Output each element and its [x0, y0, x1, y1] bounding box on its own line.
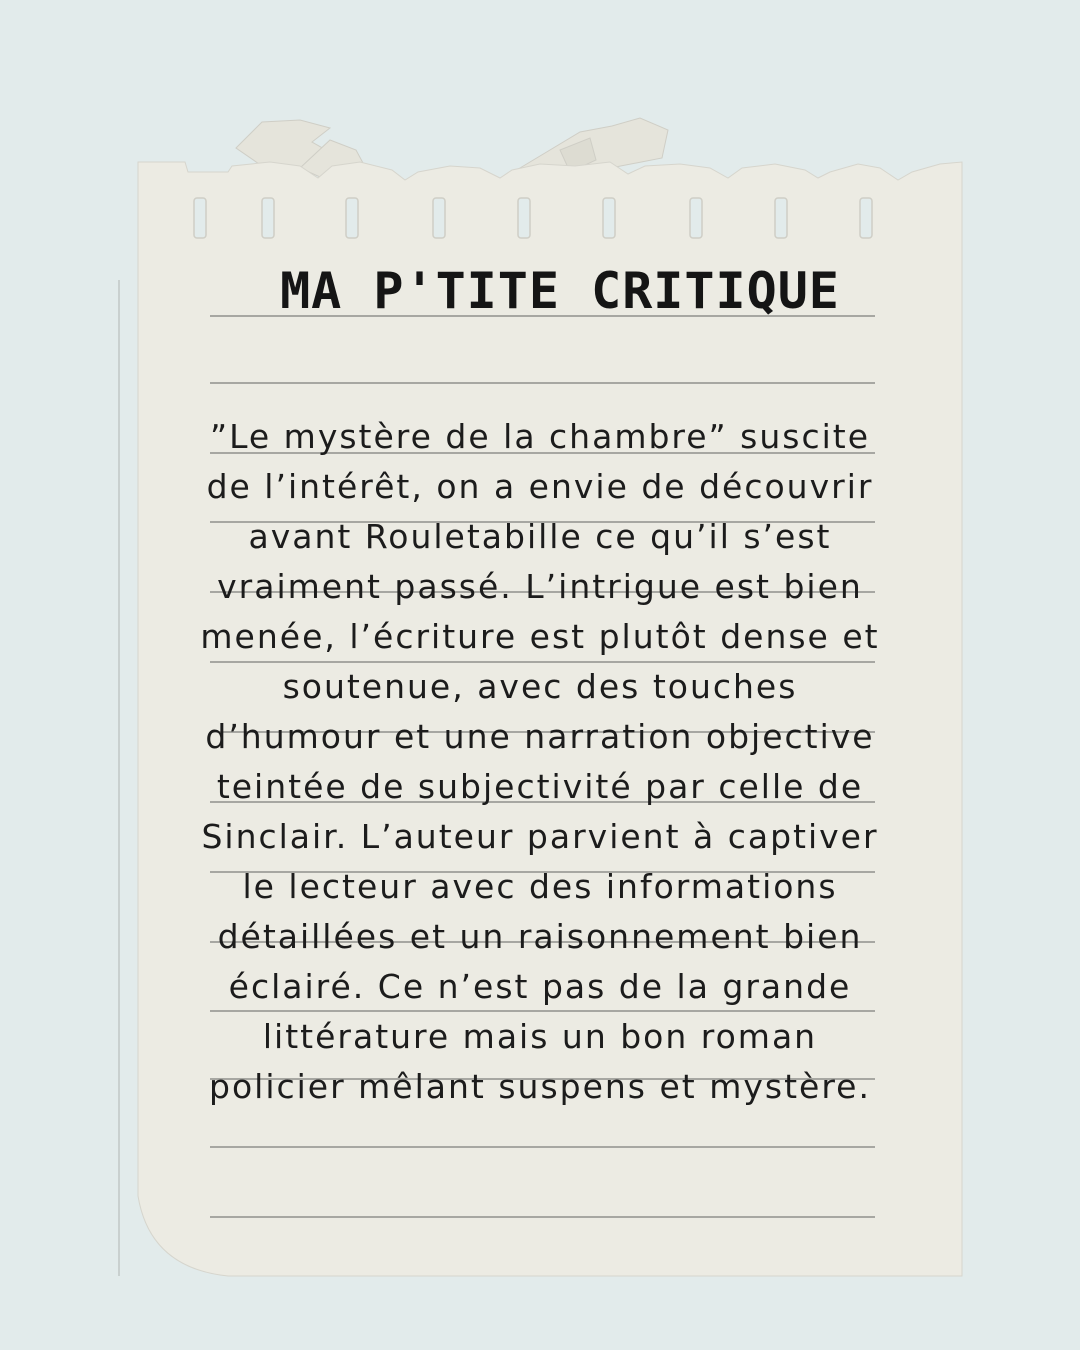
- review-line: menée, l’écriture est plutôt dense et: [200, 617, 880, 656]
- review-line: vraiment passé. L’intrigue est bien: [217, 567, 863, 606]
- review-line: ”Le mystère de la chambre” suscite: [209, 417, 871, 456]
- review-line: teintée de subjectivité par celle de: [216, 767, 864, 806]
- review-line: soutenue, avec des touches: [282, 667, 798, 706]
- review-line: éclairé. Ce n’est pas de la grande: [228, 967, 852, 1006]
- review-line: Sinclair. L’auteur parvient à captiver: [201, 817, 879, 856]
- review-line: de l’intérêt, on a envie de découvrir: [206, 467, 874, 506]
- review-line: littérature mais un bon roman: [262, 1017, 818, 1056]
- review-text: [150, 412, 930, 1112]
- review-line: le lecteur avec des informations: [242, 867, 838, 906]
- review-line: détaillées et un raisonnement bien: [217, 917, 863, 956]
- card-title: MA P'TITE CRITIQUE: [280, 262, 840, 320]
- review-line: policier mêlant suspens et mystère.: [209, 1067, 871, 1106]
- review-line: d’humour et une narration objective: [205, 717, 875, 756]
- review-line: avant Rouletabille ce qu’il s’est: [248, 517, 832, 556]
